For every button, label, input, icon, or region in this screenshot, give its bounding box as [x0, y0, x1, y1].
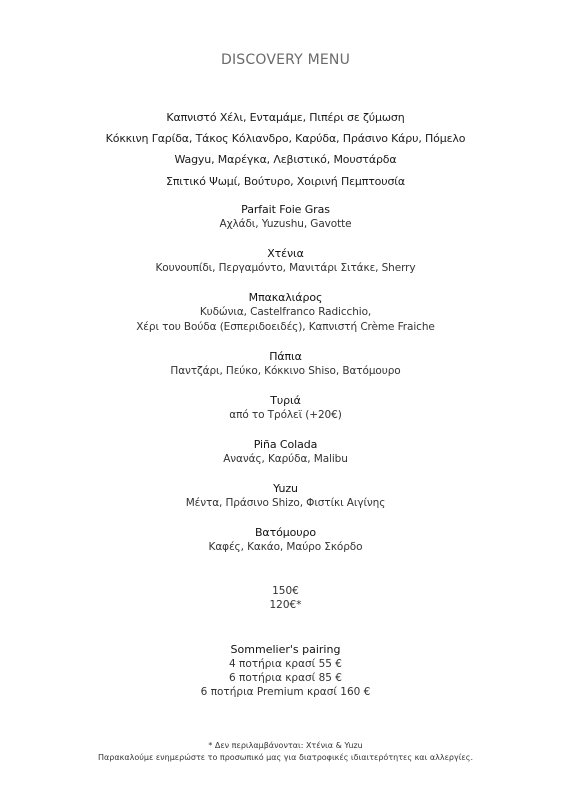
course-pina-colada — [0, 438, 571, 467]
pairing-title: Sommelier's pairing — [230, 643, 341, 656]
amuse-line: Κόκκινη Γαρίδα, Τάκος Κόλιανδρο, Καρύδα, Πράσινο Κάρυ, Πόμελο — [105, 132, 466, 145]
bread-course: Σπιτικό Ψωμί, Βούτυρο, Χοιρινή Πεμπτουσία — [166, 175, 405, 188]
course-description: Ανανάς, Καρύδα, Malibu — [223, 453, 348, 465]
course-name: Parfait Foie Gras — [241, 203, 330, 216]
pairing-option: 6 ποτήρια κρασί 85 € — [229, 672, 342, 684]
course-description: από το Τρόλεϊ (+20€) — [229, 409, 342, 421]
course-name: Πάπια — [269, 350, 302, 363]
course-name: Χτένια — [267, 247, 304, 260]
menu-title: DISCOVERY MENU — [220, 52, 351, 68]
course-description: Κυδώνια, Castelfranco Radicchio, — [199, 306, 372, 318]
course-description: Παντζάρι, Πεύκο, Κόκκινο Shiso, Βατόμουρο — [170, 365, 401, 377]
course-name: Μπακαλιάρος — [248, 291, 323, 304]
course-cheese — [0, 394, 571, 423]
course-yuzu — [0, 482, 571, 511]
course-duck — [0, 350, 571, 379]
course-description: Καφές, Κακάο, Μαύρο Σκόρδο — [208, 541, 363, 553]
course-foie-gras — [0, 203, 571, 232]
amuse-line: Καπνιστό Χέλι, Ενταμάμε, Πιπέρι σε ζύμωση — [166, 111, 405, 124]
course-name: Yuzu — [273, 482, 298, 495]
amuse-line: Wagyu, Μαρέγκα, Λεβιστικό, Μουστάρδα — [174, 153, 397, 166]
footnotes — [0, 740, 571, 764]
amuse-bouche-section — [0, 107, 571, 170]
course-name: Τυριά — [270, 394, 301, 407]
course-name: Βατόμουρο — [254, 526, 317, 539]
pairing-option: 4 ποτήρια κρασί 55 € — [229, 658, 342, 670]
sommelier-pairing — [0, 643, 571, 699]
course-description: Αχλάδι, Yuzushu, Gavotte — [219, 218, 352, 230]
course-name: Piña Colada — [253, 438, 318, 451]
course-blackberry — [0, 526, 571, 555]
course-scallops — [0, 247, 571, 276]
menu-price-reduced: 120€* — [269, 599, 302, 611]
footnote-allergies: Παρακαλούμε ενημερώστε το προσωπικό μας για διατροφικές ιδιαιτερότητες και αλλεργίες. — [98, 753, 473, 762]
course-description: Κουνουπίδι, Περγαμόντο, Μανιτάρι Σιτάκε, Sherry — [155, 262, 416, 274]
footnote-exclusions: * Δεν περιλαμβάνονται: Χτένια & Yuzu — [208, 741, 363, 750]
course-description: Μέντα, Πράσινο Shizo, Φιστίκι Αιγίνης — [185, 497, 386, 509]
course-cod — [0, 291, 571, 335]
menu-price: 150€ — [272, 585, 299, 597]
course-description: Χέρι του Βούδα (Εσπεριδοειδές), Καπνιστή Crème Fraiche — [136, 321, 435, 333]
pairing-option: 6 ποτήρια Premium κρασί 160 € — [200, 686, 371, 698]
